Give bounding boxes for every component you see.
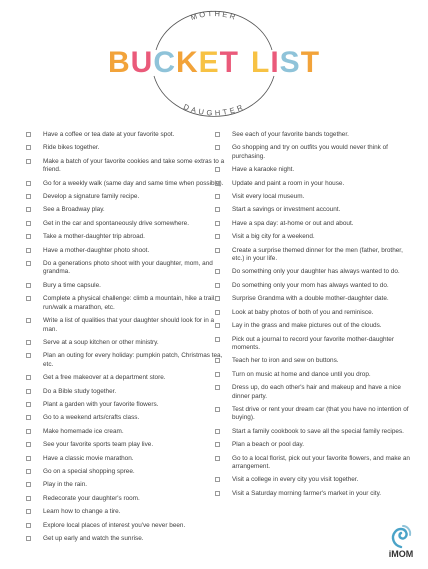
checkbox[interactable] <box>26 145 31 150</box>
checklist-item-label: Play in the rain. <box>43 481 88 489</box>
checklist-item <box>26 508 226 516</box>
checkbox[interactable] <box>215 145 220 150</box>
checklist-item <box>26 144 226 152</box>
checklist-item <box>26 414 226 422</box>
checklist-item <box>215 336 415 353</box>
checklist-item <box>26 247 226 255</box>
checklist-item <box>215 441 415 449</box>
checklist-item-label: Have a spa day: at-home or out and about. <box>232 219 354 227</box>
checkbox[interactable] <box>215 456 220 461</box>
checkbox[interactable] <box>26 132 31 137</box>
checklist-item <box>26 206 226 214</box>
checklist-item <box>26 220 226 228</box>
checklist-item <box>26 388 226 396</box>
checklist-item-label: Go for a weekly walk (same day and same time when possible). <box>43 179 224 187</box>
checklist-item <box>26 481 226 489</box>
checkbox[interactable] <box>26 429 31 434</box>
checklist-item-label: See each of your favorite bands together. <box>232 131 349 138</box>
checklist-item <box>26 317 226 334</box>
checklist-item <box>26 455 226 463</box>
checkbox[interactable] <box>215 234 220 239</box>
checklist-item <box>215 476 415 484</box>
checklist-item-label: Go shopping and try on outfits you would never think of purchasing. <box>232 144 388 160</box>
header <box>0 0 428 120</box>
checklist-item <box>26 374 226 382</box>
page-title <box>0 46 428 80</box>
checklist-item-label: Get a free makeover at a department store. <box>43 374 166 382</box>
imom-logo <box>382 523 420 563</box>
checklist-item <box>215 180 415 188</box>
checklist-item-label: Bury a time capsule. <box>43 281 101 289</box>
checklist-item-label: Make a batch of your favorite cookies and take some extras to a friend. <box>43 157 225 174</box>
checkbox[interactable] <box>26 536 31 541</box>
title-letter: C <box>153 46 176 79</box>
checklist-item-label: Develop a signature family recipe. <box>43 193 140 201</box>
checklist-item-label: Go on a special shopping spree. <box>43 467 135 475</box>
top-arc-text: MOTHER <box>189 8 239 23</box>
checkbox[interactable] <box>26 318 31 323</box>
checklist-item-label: Have a classic movie marathon. <box>43 454 134 462</box>
checklist-item <box>26 193 226 201</box>
checkbox[interactable] <box>26 340 31 345</box>
checklist-item-label: Plan an outing for every holiday: pumpkin patch, Christmas tea, etc. <box>43 352 223 368</box>
checkbox[interactable] <box>26 442 31 447</box>
swirl-logo-icon <box>389 523 413 549</box>
checklist-item <box>215 295 415 303</box>
checklist-item <box>215 322 415 330</box>
checklist-item-label: Visit a big city for a weekend. <box>232 233 315 241</box>
checkbox[interactable] <box>26 159 31 164</box>
checklist-item <box>26 522 226 530</box>
checklist-item <box>215 309 415 317</box>
checkbox[interactable] <box>26 456 31 461</box>
checkbox[interactable] <box>215 477 220 482</box>
checkbox[interactable] <box>26 207 31 212</box>
checklist-item <box>215 193 415 201</box>
checklist-item-label: Pick out a journal to record your favorite mother-daughter moments. <box>232 335 394 351</box>
checkbox[interactable] <box>26 509 31 514</box>
checklist-item <box>26 131 226 139</box>
checklist-item-label: Turn on music at home and dance until you drop. <box>232 370 371 378</box>
checkbox[interactable] <box>215 310 220 315</box>
checklist-item-label: Have a karaoke night. <box>232 166 295 174</box>
checklist-item-label: Ride bikes together. <box>43 144 100 152</box>
checkbox[interactable] <box>26 375 31 380</box>
checklist-item <box>215 282 415 290</box>
checklist-item-label: Lay in the grass and make pictures out of the clouds. <box>232 322 382 330</box>
checklist-item <box>215 406 415 423</box>
checklist-item <box>26 352 226 369</box>
logo-wordmark: iMOM <box>388 549 414 559</box>
checklist-item <box>26 260 226 277</box>
title-letter: U <box>130 46 154 79</box>
checkbox[interactable] <box>215 248 220 253</box>
checkbox[interactable] <box>215 385 220 390</box>
checkbox[interactable] <box>215 221 220 226</box>
checkbox[interactable] <box>26 402 31 407</box>
checklist-item-label: Start a savings or investment account. <box>232 206 341 214</box>
checklist-item-label: Explore local places of interest you've never been. <box>43 521 186 529</box>
checklist-item-label: Look at baby photos of both of you and reminisce. <box>232 308 374 316</box>
checklist-item-label: Plan a beach or pool day. <box>232 441 305 449</box>
title-letter: K <box>175 46 199 79</box>
checkbox[interactable] <box>215 337 220 342</box>
checklist-item-label: Create a surprise themed dinner for the men (father, brother, etc.) in your life. <box>232 246 403 263</box>
checklist-item <box>215 206 415 214</box>
checklist-item <box>215 357 415 365</box>
checklist-item <box>26 535 226 543</box>
title-letter: T <box>300 46 321 79</box>
checklist-item-label: Visit a Saturday morning farmer's market in your city. <box>232 489 382 497</box>
checklist-item <box>26 428 226 436</box>
checklist-item <box>215 268 415 276</box>
checklist-item-label: Update and paint a room in your house. <box>232 179 345 187</box>
checkbox[interactable] <box>26 482 31 487</box>
checklist-item-label: Start a family cookbook to save all the special family recipes. <box>232 427 404 435</box>
checklist-item <box>215 490 415 498</box>
checklist-item-label: Have a mother-daughter photo shoot. <box>43 246 150 254</box>
checkbox[interactable] <box>215 269 220 274</box>
checklist-item-label: See your favorite sports team play live. <box>43 441 154 449</box>
checkbox[interactable] <box>215 429 220 434</box>
checklist-item-label: Take a mother-daughter trip abroad. <box>43 233 145 241</box>
checklist-item <box>215 166 415 174</box>
checklist-item-label: Visit every local museum. <box>232 193 305 201</box>
checklist-item-label: Write a list of qualities that your daughter should look for in a man. <box>43 317 215 333</box>
checkbox[interactable] <box>26 296 31 301</box>
checklist-item <box>26 295 226 312</box>
checklist-item-label: Teach her to iron and sew on buttons. <box>232 357 339 365</box>
checkbox[interactable] <box>215 442 220 447</box>
checklist-item-label: Get in the car and spontaneously drive somewhere. <box>43 219 190 227</box>
checklist-item <box>26 158 226 175</box>
checklist-item-label: Do something only your daughter has always wanted to do. <box>232 268 400 276</box>
checkbox[interactable] <box>215 283 220 288</box>
checklist-item <box>26 401 226 409</box>
checklist-item-label: Have a coffee or tea date at your favorite spot. <box>43 131 175 138</box>
checkbox[interactable] <box>26 248 31 253</box>
title-letter: L <box>251 46 271 79</box>
checklist-item <box>215 131 415 139</box>
checkbox[interactable] <box>215 358 220 363</box>
checkbox[interactable] <box>215 167 220 172</box>
checklist-item-label: Make homemade ice cream. <box>43 427 124 435</box>
title-letter: T <box>219 46 239 79</box>
checklist-item-label: Complete a physical challenge: climb a mountain, hike a trail, run/walk a marathon, etc. <box>43 295 216 311</box>
title-letter: I <box>270 46 280 79</box>
checklist-item-label: Serve at a soup kitchen or other ministry. <box>43 338 159 346</box>
checkbox[interactable] <box>215 207 220 212</box>
checklist-item <box>26 495 226 503</box>
checklist-item <box>26 441 226 449</box>
checkbox[interactable] <box>26 523 31 528</box>
checkbox[interactable] <box>26 194 31 199</box>
checklist-item <box>26 233 226 241</box>
checklist-item-label: Learn how to change a tire. <box>43 508 121 516</box>
checkbox[interactable] <box>215 372 220 377</box>
checkbox[interactable] <box>215 132 220 137</box>
checkbox[interactable] <box>26 415 31 420</box>
checkbox[interactable] <box>26 234 31 239</box>
checklist-item-label: Surprise Grandma with a double mother-daughter date. <box>232 295 389 303</box>
checklist-item <box>215 384 415 401</box>
checklist-item <box>215 428 415 436</box>
checklist-item <box>26 339 226 347</box>
checkbox[interactable] <box>26 283 31 288</box>
checkbox[interactable] <box>26 353 31 358</box>
checklist-item-label: Go to a weekend arts/crafts class. <box>43 414 140 422</box>
checklist-item <box>26 468 226 476</box>
title-letter: B <box>107 46 131 79</box>
title-letter: E <box>198 46 220 79</box>
left-checklist <box>26 131 226 548</box>
checklist-item-label: Do a generations photo shoot with your daughter, mom, and grandma. <box>43 260 213 276</box>
title-letter: S <box>279 46 301 79</box>
checkbox[interactable] <box>26 389 31 394</box>
checklist-item <box>215 220 415 228</box>
checkbox[interactable] <box>26 261 31 266</box>
checklist-item <box>215 371 415 379</box>
checkbox[interactable] <box>26 496 31 501</box>
checkbox[interactable] <box>215 194 220 199</box>
checkbox[interactable] <box>215 323 220 328</box>
checklist-item-label: Get up early and watch the sunrise. <box>43 535 144 542</box>
checkbox[interactable] <box>215 296 220 301</box>
checklist-item-label: Go to a local florist, pick out your favorite flowers, and make an arrangement. <box>232 454 410 470</box>
checkbox[interactable] <box>26 221 31 226</box>
checkbox[interactable] <box>26 469 31 474</box>
checklist-item-label: Do a Bible study together. <box>43 387 117 395</box>
bottom-arc-text: DAUGHTER <box>182 102 246 118</box>
checklist-item <box>26 180 226 188</box>
checklist-item-label: Do something only your mom has always wanted to do. <box>232 281 389 289</box>
checklist-item-label: Plant a garden with your favorite flowers. <box>43 400 159 408</box>
checkbox[interactable] <box>215 491 220 496</box>
checklist-item <box>215 455 415 472</box>
checkbox[interactable] <box>26 181 31 186</box>
checklist-item <box>26 282 226 290</box>
checklist-item <box>215 247 415 264</box>
right-checklist <box>215 131 415 503</box>
checklist-item-label: Dress up, do each other's hair and makeup and have a nice dinner party. <box>232 384 401 400</box>
checkbox[interactable] <box>215 181 220 186</box>
checklist-item-label: Test drive or rent your dream car (that you have no intention of buying). <box>232 405 409 422</box>
checklist-item-label: Redecorate your daughter's room. <box>43 494 140 502</box>
checklist-item <box>215 144 415 161</box>
checklist-item-label: See a Broadway play. <box>43 206 105 214</box>
checklist-item-label: Visit a college in every city you visit together. <box>232 476 359 484</box>
checklist-item <box>215 233 415 241</box>
checkbox[interactable] <box>215 407 220 412</box>
